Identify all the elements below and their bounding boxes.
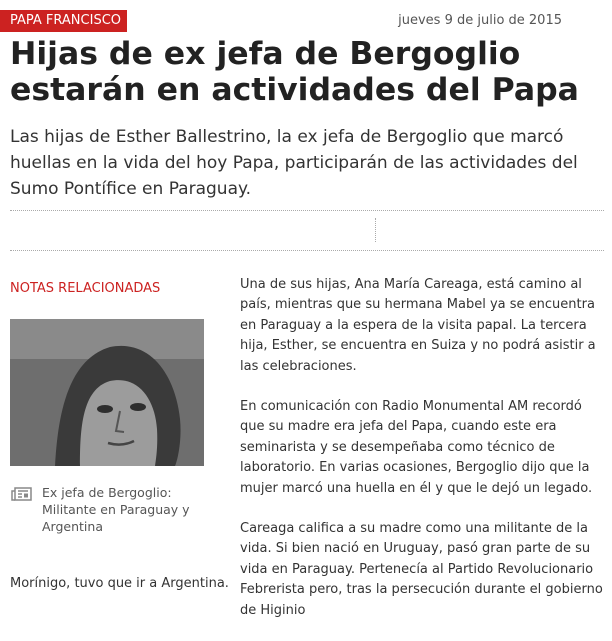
related-note-link[interactable]: Ex jefa de Bergoglio: Militante en Paraguay y Argentina xyxy=(42,485,190,534)
divider-top xyxy=(10,210,604,211)
article-body xyxy=(240,275,608,641)
article-headline: Hijas de ex jefa de Bergoglio estarán en actividades del Papa xyxy=(10,36,579,108)
article-paragraph-continuation: Morínigo, tuvo que ir a Argentina. xyxy=(10,576,229,591)
related-note-photo[interactable] xyxy=(10,319,204,466)
newspaper-icon xyxy=(11,486,33,506)
article-lead: Las hijas de Esther Ballestrino, la ex jefa de Bergoglio que marcó huellas en la vida del hoy Papa, participarán de las actividades del Sumo Pontífice en Paraguay. xyxy=(10,127,578,199)
related-notes-heading: NOTAS RELACIONADAS xyxy=(10,281,161,296)
article-paragraph: Una de sus hijas, Ana María Careaga, está camino al país, mientras que su hermana Mabel ya se encuentra en Paraguay a la espera de la visita papal. La tercera hija, Esther, se encuentra en Suiza y no podrá asistir a las celebraciones. xyxy=(240,277,596,374)
article-paragraph: En comunicación con Radio Monumental AM recordó que su madre era jefa del Papa, cuando este era seminarista y se desempeñaba como técnico de laboratorio. En varias ocasiones, Bergoglio dijo que la mujer marcó una huella en él y que le dejó un legado. xyxy=(240,399,593,496)
divider-bottom xyxy=(10,250,604,251)
share-bar-separator xyxy=(375,218,376,242)
article-date: jueves 9 de julio de 2015 xyxy=(398,13,562,28)
article-paragraph: Careaga califica a su madre como una militante de la vida. Si bien nació en Uruguay, pasó gran parte de su vida en Paraguay. Pertenecía al Partido Revolucionario Febrerista pero, tras la persecución durante el gobierno de Higinio xyxy=(240,521,603,618)
section-label[interactable]: PAPA FRANCISCO xyxy=(0,10,127,32)
portrait-image xyxy=(10,319,204,466)
